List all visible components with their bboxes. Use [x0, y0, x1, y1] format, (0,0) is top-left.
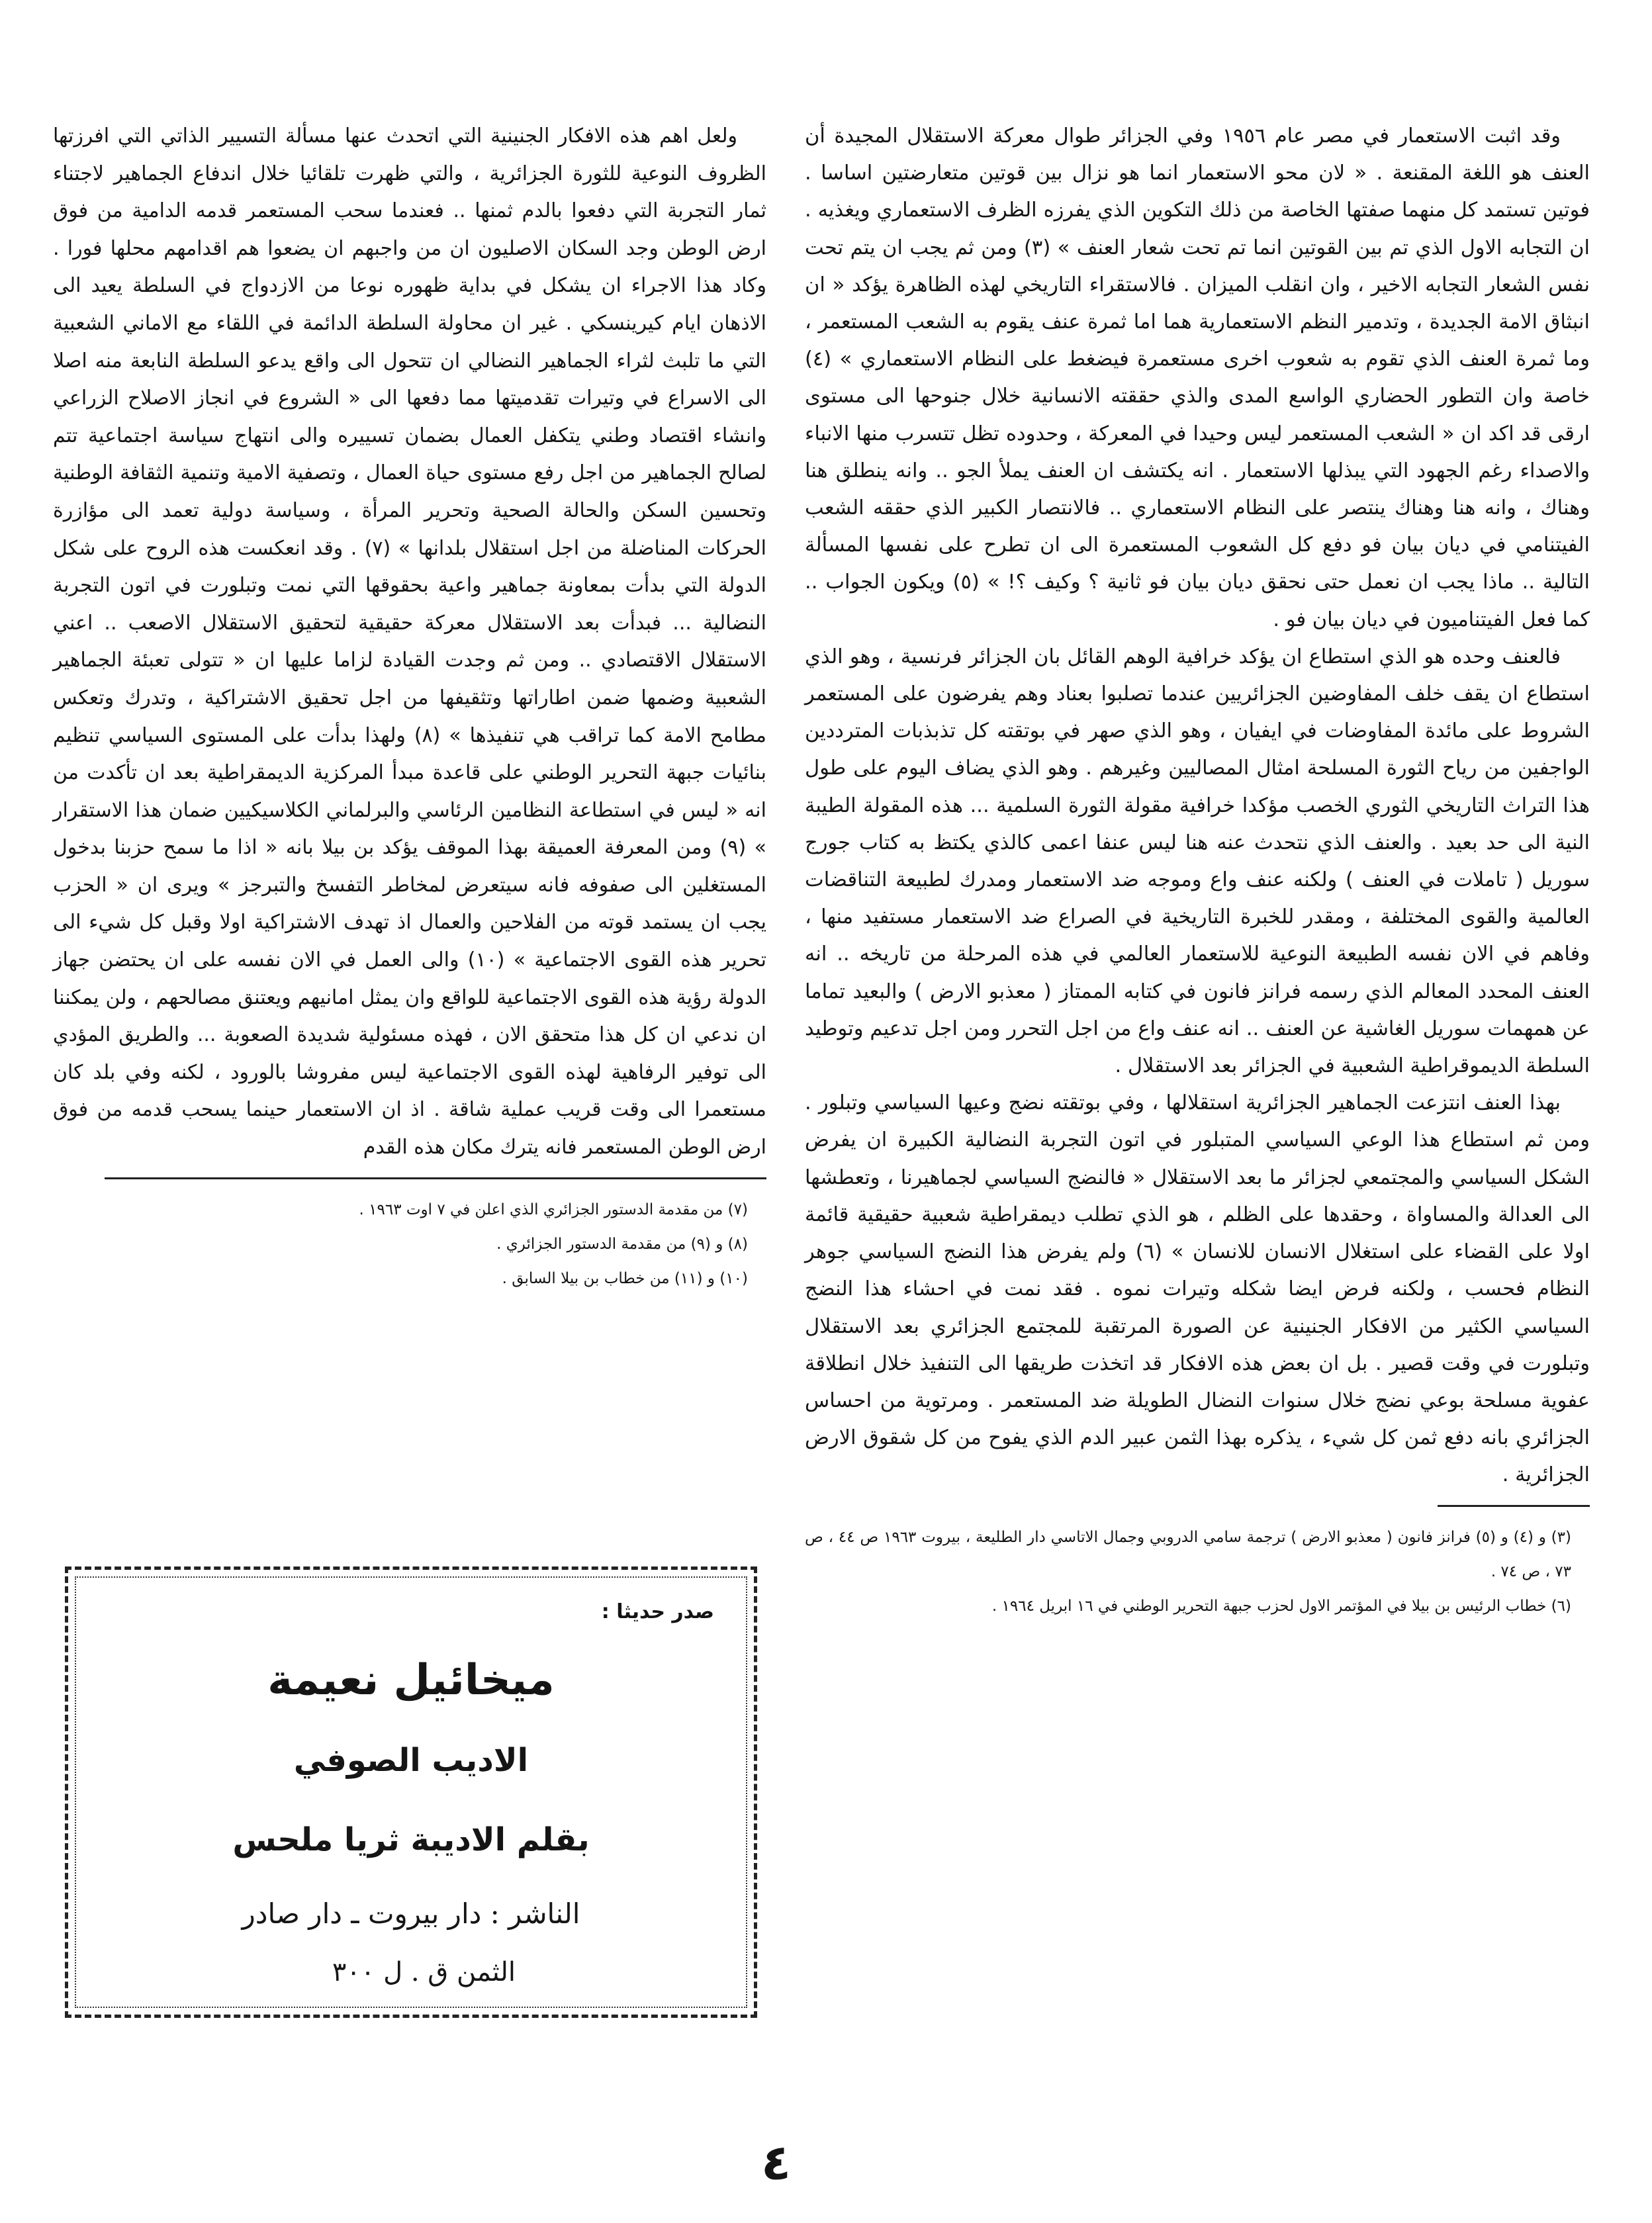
left-column [53, 118, 766, 1296]
price-line: الثمن ق . ل ٣٠٠ [332, 1957, 516, 1987]
book-title: ميخائيل نعيمة [267, 1656, 555, 1705]
page-number: ٤ [761, 2134, 792, 2191]
footnote-7: (٧) من مقدمة الدستور الجزائري الذي اعلن في ٧ اوت ١٩٦٣ . [359, 1201, 748, 1218]
footnote-divider [1438, 1505, 1590, 1507]
book-advertisement [65, 1566, 757, 2018]
article-paragraph-2: فالعنف وحده هو الذي استطاع ان يؤكد خرافية الوهم القائل بان الجزائر فرنسية ، وهو الذي استطاع ان يقف خلف المفاوضين الجزائريين عندما تصلبوا بعناد وهم يفرضون على المستعمر الشروط على مائدة المفاوضات في ايفيان ، وهو الذي صهر في بوتقته كل تذبذبات المترددين الواجفين من رياح الثورة المسلحة امثال المصاليين وغيرهم . وهو الذي يضاف اليوم على طول هذا التراث التاريخي الثوري الخصب مؤكدا خرافية مقولة الثورة السلمية ... هذه المقولة الطيبة النية الى حد بعيد . والعنف الذي نتحدث عنه هنا ليس عنفا اعمى كالذي يكتظ به كتاب جورج سوريل ( تاملات في العنف ) ولكنه عنف واع وموجه ضد الاستعمار ومدرك لطبيعة التناقضات العالمية والقوى المختلفة ، ومقدر للخبرة التاريخية في الصراع ضد الاستعمار مستفيد منها ، وفاهم في الان نفسه الطبيعة النوعية للاستعمار العالمي في هذه المرحلة من تاريخه .. انه العنف المحدد المعالم الذي رسمه فرانز فانون في كتابه الممتاز ( معذبو الارض ) والبعيد تماما عن همهمات سوريل الغاشية عن العنف .. انه عنف واع من اجل التحرر ومن اجل تدعيم وتوطيد السلطة الديموقراطية الشعبية في الجزائر بعد الاستقلال . [805, 645, 1590, 1078]
article-paragraph-4: ولعل اهم هذه الافكار الجنينية التي اتحدث عنها مسألة التسيير الذاتي التي افرزتها الظروف النوعية للثورة الجزائرية ، والتي ظهرت تلقائيا خلال اندفاع الجماهير لاجتناء ثمار التجربة التي دفعوا بالدم ثمنها .. فعندما سحب المستعمر قدمه الدامية من فوق ارض الوطن وجد السكان الاصليون ان من واجبهم ان يضعوا هم اقدامهم محلها فورا . وكاد هذا الاجراء ان يشكل في بداية ظهوره نوعا من الازدواج في السلطة يعيد الى الاذهان ايام كيرينسكي . غير ان محاولة السلطة الدائمة في اللقاء مع الاماني الشعبية التي ما تلبث لثراء الجماهير النضالي ان تتحول الى واقع يدعو السلطة النابعة منه اصلا الى الاسراع في وتيرات تقدميتها مما دفعها الى « الشروع في انجاز الاصلاح الزراعي وانشاء اقتصاد وطني يتكفل العمال بضمان تسييره والى انتهاج سياسة اجتماعية تتم لصالح الجماهير من اجل رفع مستوى حياة العمال ، وتصفية الامية وتنمية الثقافة الوطنية وتحسين السكن والحالة الصحية وتحرير المرأة ، وسياسة دولية تعمد الى مؤازرة الحركات المناضلة من اجل استقلال بلدانها » (٧) . وقد انعكست هذه الروح على شكل الدولة التي بدأت بمعاونة جماهير واعية بحقوقها التي نمت وتبلورت في اتون التجربة النضالية ... فبدأت بعد الاستقلال معركة حقيقية لتحقيق الاستقلال الاصعب .. اعني الاستقلال الاقتصادي .. ومن ثم وجدت القيادة لزاما عليها ان « تتولى تعبئة الجماهير الشعبية وضمها ضمن اطاراتها وتثقيفها من اجل تحقيق الاشتراكية ، وتدرك وتعكس مطامح الامة كما تراقب هي تنفيذها » (٨) ولهذا بدأت على المستوى السياسي تنظيم بنائيات جبهة التحرير الوطني على قاعدة مبدأ المركزية الديمقراطية بعد ان تأكدت من انه « ليس في استطاعة النظامين الرئاسي والبرلماني الكلاسيكيين ضمان هذا الاستقرار » (٩) ومن المعرفة العميقة بهذا الموقف يؤكد بن بيلا بانه « اذا ما سمح حزبنا بدخول المستغلين الى صفوفه فانه سيتعرض لمخاطر التفسخ والتبرجز » ويرى ان « الحزب يجب ان يستمد قوته من الفلاحين والعمال اذ تهدف الاشتراكية اولا وقبل كل شيء الى تحرير هذه القوى الاجتماعية » (١٠) والى العمل في الان نفسه على ان يحتضن جهاز الدولة رؤية هذه القوى الاجتماعية للواقع وان يمثل امانيهم ويعتنق مصالحهم ، ولن يمكننا ان ندعي ان كل هذا متحقق الان ، فهذه مسئولية شديدة الصعوبة ... والطريق المؤدي الى توفير الرفاهية لهذه القوى الاجتماعية ليس مفروشا بالورود ، لكنه وفي بلد كان مستعمرا الى وقت قريب عملية شاقة . اذ ان الاستعمار حينما يسحب قدمه من فوق ارض الوطن المستعمر فانه يترك مكان هذه القدم [53, 124, 767, 1159]
book-subtitle: الاديب الصوفي [293, 1742, 529, 1779]
article-paragraph-1: وقد اثبت الاستعمار في مصر عام ١٩٥٦ وفي الجزائر طوال معركة الاستقلال المجيدة أن العنف هو اللغة المقنعة . « لان محو الاستعمار انما هو نزال بين قوتين متعارضتين اساسا . فوتين تستمد كل منهما صفتها الخاصة من ذلك التكوين الذي يفرزه الظرف الاستعماري ويغذيه . ان التجابه الاول الذي تم بين القوتين انما تم تحت شعار العنف » (٣) ومن ثم يجب ان يتم تحت نفس الشعار التجابه الاخير ، وان انقلب الميزان . فالاستقراء التاريخي لهذه الظاهرة يؤكد « ان انبثاق الامة الجديدة ، وتدمير النظم الاستعمارية هما اما ثمرة عنف يقوم به الشعب المستعمر ، وما ثمرة العنف الذي تقوم به شعوب اخرى مستعمرة فيضغط على النظام الاستعماري » (٤) خاصة وان التطور الحضاري الواسع المدى والذي حققته الانسانية خلال جنوحها الى مستوى ارقى قد اكد ان « الشعب المستعمر ليس وحيدا في المعركة ، وحدوده تظل تتسرب منها الانباء والاصداء رغم الجهود التي يبذلها الاستعمار . انه يكتشف ان العنف يملأ الجو .. وانه ينطلق هنا وهناك ، وانه هنا وهناك ينتصر على النظام الاستعماري .. فالانتصار الكبير الذي حققه الشعب الفيتنامي في ديان بيان فو دفع كل الشعوب المستعمرة الى ان تطرح على نفسها المسألة التالية .. ماذا يجب ان نعمل حتى نحقق ديان بيان فو ثانية ؟ وكيف ؟! » (٥) ويكون الجواب .. كما فعل الفيتناميون في ديان بيان فو . [805, 124, 1590, 631]
advertisement-inner-border [75, 1576, 747, 2008]
footnote-10-11: (١٠) و (١١) من خطاب بن بيلا السابق . [502, 1269, 748, 1287]
footnote-divider [105, 1177, 766, 1179]
article-paragraph-3: بهذا العنف انتزعت الجماهير الجزائرية استقلالها ، وفي بوتقته نضج وعيها السياسي وتبلور . ومن ثم استطاع هذا الوعي السياسي المتبلور في اتون التجربة النضالية الكبيرة ان يفرض الشكل السياسي والمجتمعي لجزائر ما بعد الاستقلال « فالنضج السياسي لجماهيرنا ، وتعطشها الى العدالة والمساواة ، وحقدها على الظلم ، هو الذي تطلب ديمقراطية شعبية حقيقية قائمة اولا على القضاء على استغلال الانسان للانسان » (٦) ولم يفرض هذا النضج السياسي جوهر النظام فحسب ، ولكنه فرض ايضا شكله وتيرات نموه . فقد نمت في احشاء هذا النضج السياسي الكثير من الافكار الجنينية عن الصورة المرتقبة للمجتمع الجزائري بعد الاستقلال وتبلورت في وقت قصير . بل ان بعض هذه الافكار قد اتخذت طريقها الى التنفيذ خلال انطلاقة عفوية مسلحة بوعي نضج خلال سنوات النضال الطويلة ضد المستعمر . ومرتوية من احساس الجزائري بانه دفع ثمن كل شيء ، يذكره بهذا الثمن عبير الدم الذي يفوح من كل شقوق الارض الجزائرية . [805, 1091, 1590, 1487]
author-line: بقلم الاديبة ثريا ملحس [232, 1821, 590, 1858]
footnote-8-9: (٨) و (٩) من مقدمة الدستور الجزائري . [496, 1235, 748, 1253]
publisher-line: الناشر : دار بيروت ـ دار صادر [242, 1897, 580, 1930]
footnote-6: (٦) خطاب الرئيس بن بيلا في المؤتمر الاول لحزب جبهة التحرير الوطني في ١٦ ابريل ١٩٦٤ . [991, 1597, 1571, 1615]
footnote-3-4-5: (٣) و (٤) و (٥) فرانز فانون ( معذبو الارض ) ترجمة سامي الدروبي وجمال الاتاسي دار الطليعة ، بيروت ١٩٦٣ ص ٤٤ ، ص ٧٣ ، ص ٧٤ . [805, 1528, 1571, 1580]
right-column [805, 118, 1590, 1623]
released-label: صدر حديثا : [601, 1600, 714, 1623]
